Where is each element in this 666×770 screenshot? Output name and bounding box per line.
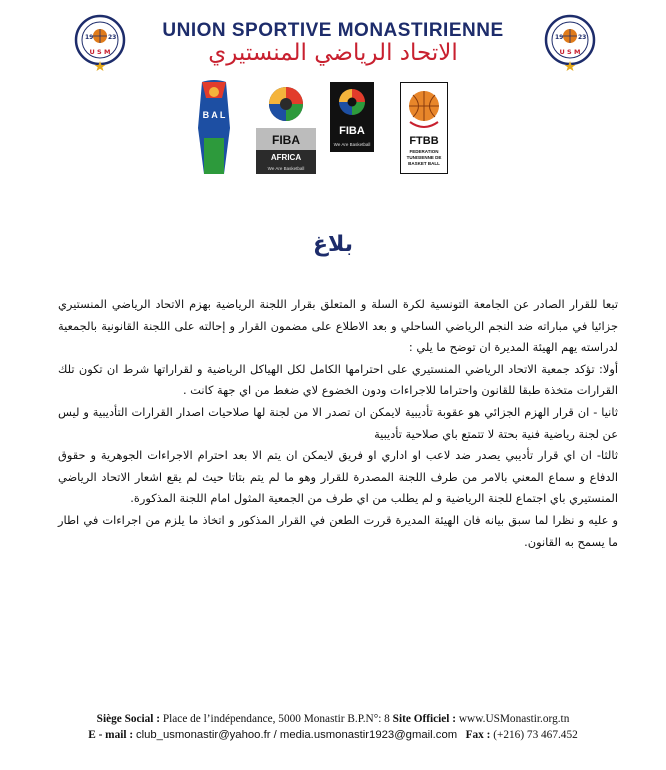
partner-logos (0, 78, 666, 178)
email-link-yahoo[interactable]: club_usmonastir@yahoo.fr (135, 729, 271, 741)
ftbb-line2: TUNISIENNE DE (406, 155, 442, 160)
footer (0, 711, 666, 743)
siege-value: Place de l’indépendance, 5000 Monastir B.P.N°: 8 (162, 713, 390, 725)
paragraph-conclusion: و عليه و نظرا لما سبق بيانه فان الهيئة المديرة قررت الطعن في القرار المذكور و اتخاذ ما يلزم من اجراءات في اطار ما يسمح به القانون. (58, 512, 618, 549)
fax-label: Fax : (465, 729, 491, 741)
fiba-africa-name: FIBA (272, 133, 300, 147)
club-name-french: UNION SPORTIVE MONASTIRIENNE (162, 20, 504, 41)
bal-logo (192, 78, 236, 178)
ftbb-name: FTBB (409, 135, 439, 147)
email-separator: / (270, 729, 280, 741)
paragraph-third: ثالثا- ان اي قرار تأديبي يصدر ضد لاعب او اداري او فريق لايمكن ان يتم الا بعد احترام الاجراءات الجوهرية و حقوق الدفاع و سماع المعني بالامر من طرف اللجنة المصدرة للقرار وهو ما لم يتم بتاتا حيث لم يقع اشعار الاتحاد الرياضي المنستيري باي اجتماع للجنة الرياضية و لم يطلب من اي طرف من الجمعية المثول امام اللجنة المذكورة. (58, 448, 618, 506)
site-label: Site Officiel : (392, 713, 457, 725)
footer-line-contact (0, 727, 666, 743)
ftbb-logo (400, 82, 448, 174)
fiba-africa-region: AFRICA (270, 153, 302, 162)
email-label: E - mail : (88, 729, 134, 741)
crest-year-left: 19 (555, 34, 564, 41)
email-link-gmail[interactable]: media.usmonastir1923@gmail.com (279, 729, 458, 741)
fiba-name: FIBA (339, 125, 365, 137)
fax-value: (+216) 73 467.452 (493, 729, 578, 741)
paragraph-second: ثانيا - ان قرار الهزم الجزائي هو عقوبة تأديبية لايمكن ان تصدر الا من لجنة لها صلاحيات اصدار القرارات التأديبية و ليس عن لجنة رياضية فنية بحتة لا تتمتع باي صلاحية تأديبية (58, 404, 618, 441)
fiba-logo (330, 82, 374, 152)
club-name-arabic: الاتحاد الرياضي المنستيري (208, 40, 458, 66)
fiba-africa-logo (256, 82, 316, 174)
paragraph-intro: تبعا للقرار الصادر عن الجامعة التونسية لكرة السلة و المتعلق بقرار اللجنة الرياضية بهزم الاتحاد الرياضي المنستيري جزائيا في مباراته ضد النجم الرياضي الساحلي و بعد الاطلاع على مضمون القرار و إحالته على اللجنة القانونية بالجمعية لدراسته يهم الهيئة المديرة ان توضح ما يلي : (58, 297, 618, 355)
usm-crest-right (542, 14, 598, 72)
paragraph-first: أولا: تؤكد جمعية الاتحاد الرياضي المنستيري على احترامها الكامل لكل الهياكل الرياضية و لقراراتها شرط ان تكون تلك القرارات متخذة طبقا للقانون واحتراما للاجراءات ودون الخضوع لاي ضغط من اي جهة كانت . (58, 361, 618, 398)
crest-year-right: 23 (578, 34, 587, 41)
letterhead (0, 0, 666, 85)
ftbb-line1: FEDERATION (409, 149, 439, 154)
crest-initials: U S M (89, 48, 111, 56)
footer-line-address (0, 711, 666, 727)
fiba-africa-tagline: We Are Basketball (267, 166, 305, 171)
crest-year-left: 19 (85, 34, 94, 41)
crest-initials: U S M (559, 48, 581, 56)
fiba-tagline: We Are Basketball (333, 142, 371, 147)
notice-body (58, 294, 618, 553)
notice-title: بلاغ (313, 232, 353, 257)
bal-text: B A L (202, 110, 226, 120)
ftbb-line3: BASKET BALL (408, 161, 440, 166)
crest-year-right: 23 (108, 34, 117, 41)
site-link[interactable]: www.USMonastir.org.tn (458, 713, 570, 725)
siege-label: Siège Social : (96, 713, 161, 725)
